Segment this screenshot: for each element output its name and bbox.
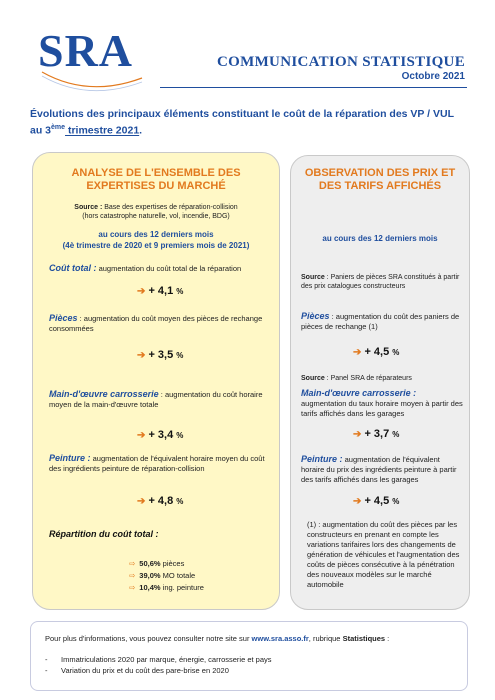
arrow-outline-icon: ⇨ [129,583,136,592]
logo-text: SRA [38,25,134,76]
left-period [39,229,273,251]
right-peinture-label: Peinture : [301,454,343,464]
cout-total-desc: augmentation du coût total de la réparation [96,264,242,273]
arrow-right-icon: ➔ [353,429,362,440]
logo-swoosh-icon [38,68,148,98]
footer-intro-text: Pour plus d'informations, vous pouvez consulter notre site sur [45,634,252,643]
left-source-text-2: (hors catastrophe naturelle, vol, incendie, BDG) [82,213,230,220]
repartition-label: ing. peinture [160,583,204,592]
repartition-value: 50,6% [139,559,161,568]
footer-list-text: Variation du prix et du coût des pare-brise en 2020 [61,666,229,675]
cout-total-number: + 4,1 [148,285,174,297]
main-oeuvre-value [137,429,183,441]
right-main-oeuvre-item [301,388,463,419]
pieces-unit: % [176,351,184,360]
arrow-right-icon: ➔ [137,496,146,507]
left-period-line-1: au cours des 12 derniers mois [98,230,214,239]
pieces-number: + 3,5 [148,349,174,361]
cout-total-label: Coût total : [49,263,97,273]
arrow-outline-icon: ⇨ [129,571,136,580]
left-period-line-2: (4è trimestre de 2020 et 9 premiers mois de 2021) [62,241,250,250]
peinture-label: Peinture : [49,453,91,463]
right-main-oeuvre-number: + 3,7 [364,428,390,440]
right-source-1 [301,273,463,291]
footer-rubrique: Statistiques [342,634,386,643]
footer-intro-mid: , rubrique [308,634,343,643]
footer-info-box [30,621,468,691]
right-panel-title: OBSERVATION DES PRIX ET DES TARIFS AFFICHÉS [304,167,456,192]
right-source-2-label: Source [301,375,325,382]
right-peinture-unit: % [392,497,400,506]
footer-intro [45,634,389,643]
main-oeuvre-number: + 3,4 [148,429,174,441]
header-divider [160,87,467,88]
pieces-item [49,313,267,334]
left-panel-title: ANALYSE DE L'ENSEMBLE DES EXPERTISES DU MARCHÉ [71,167,241,192]
peinture-value [137,495,183,507]
footer-list-item: - Variation du prix et du coût des pare-brise en 2020 [45,666,229,675]
right-pieces-value [353,346,399,358]
right-main-oeuvre-value [353,428,399,440]
right-source-1-label: Source [301,274,325,281]
repartition-title: Répartition du coût total : [49,529,159,539]
right-pieces-desc: : augmentation du coût des paniers de pièces de rechange (1) [301,312,460,331]
footnote: (1) : augmentation du coût des pièces par les constructeurs en prenant en compte les variations tarifaires lors des changements de génération de véhicules et l'augmentation des coûts de pièces consécutive à la pénétration des nouveaux modèles sur le marché automobile [307,520,460,589]
left-source-text: Base des expertises de réparation-collision [102,204,238,211]
arrow-right-icon: ➔ [353,496,362,507]
right-peinture-number: + 4,5 [364,495,390,507]
market-analysis-panel [32,152,280,610]
right-peinture-value [353,495,399,507]
pieces-value [137,349,183,361]
right-main-oeuvre-unit: % [392,430,400,439]
intro-line-2-pre: au 3 [30,124,52,137]
repartition-row [129,583,204,592]
main-oeuvre-unit: % [176,431,184,440]
right-main-oeuvre-desc: augmentation du taux horaire moyen à partir des tarifs affichés dans les garages [301,399,463,418]
main-oeuvre-item [49,389,267,410]
footer-intro-end: : [385,634,390,643]
right-main-oeuvre-label: Main-d'œuvre carrosserie : [301,388,417,398]
right-pieces-label: Pièces [301,311,330,321]
cout-total-value [137,285,183,297]
right-source-2-text: : Panel SRA de réparateurs [324,375,412,382]
intro-line-1: Évolutions des principaux éléments constituant le coût de la réparation des VP / VUL [30,108,454,120]
peinture-number: + 4,8 [148,495,174,507]
intro-quarter: trimestre 2021 [65,124,140,137]
right-source-1-text: : Paniers de pièces SRA constitués à partir des prix catalogues constructeurs [301,274,460,290]
arrow-right-icon: ➔ [137,350,146,361]
right-pieces-unit: % [392,348,400,357]
cout-total-unit: % [176,287,184,296]
sra-logo [38,25,138,88]
cout-total-item [49,263,267,274]
intro-heading [30,108,470,138]
repartition-label: MO totale [160,571,196,580]
arrow-right-icon: ➔ [137,430,146,441]
left-source [43,203,269,221]
right-pieces-item [301,311,463,332]
right-period: au cours des 12 derniers mois [322,234,438,243]
right-peinture-desc: augmentation de l'équivalent horaire du prix des ingrédients peinture à partir des tarifs affichés dans les garages [301,455,457,484]
arrow-outline-icon: ⇨ [129,559,136,568]
right-peinture-item [301,454,463,485]
repartition-row [129,559,184,568]
peinture-item [49,453,267,474]
peinture-desc: augmentation de l'équivalent horaire moyen du coût des ingrédients peinture de réparation-collision [49,454,265,473]
repartition-value: 10,4% [139,583,161,592]
price-observation-panel [290,155,470,610]
footer-list-item: - Immatriculations 2020 par marque, énergie, carrosserie et pays [45,655,272,664]
right-pieces-number: + 4,5 [364,346,390,358]
intro-sup: ème [51,124,66,131]
header-title: COMMUNICATION STATISTIQUE [217,54,465,70]
arrow-right-icon: ➔ [137,286,146,297]
pieces-label: Pièces [49,313,78,323]
repartition-row [129,571,195,580]
website-link[interactable]: www.sra.asso.fr [251,634,309,643]
right-source-2 [301,374,463,383]
arrow-right-icon: ➔ [353,347,362,358]
pieces-desc: : augmentation du coût moyen des pièces de rechange consommées [49,314,263,333]
repartition-value: 39,0% [139,571,161,580]
header-date: Octobre 2021 [401,71,465,82]
left-source-label: Source : [74,204,103,211]
intro-period-end: . [139,124,143,137]
repartition-label: pièces [160,559,185,568]
main-oeuvre-label: Main-d'œuvre carrosserie [49,389,159,399]
peinture-unit: % [176,497,184,506]
main-oeuvre-desc: : augmentation du coût horaire moyen de la main-d'œuvre totale [49,390,263,409]
footer-list-text: Immatriculations 2020 par marque, énergie, carrosserie et pays [61,655,272,664]
